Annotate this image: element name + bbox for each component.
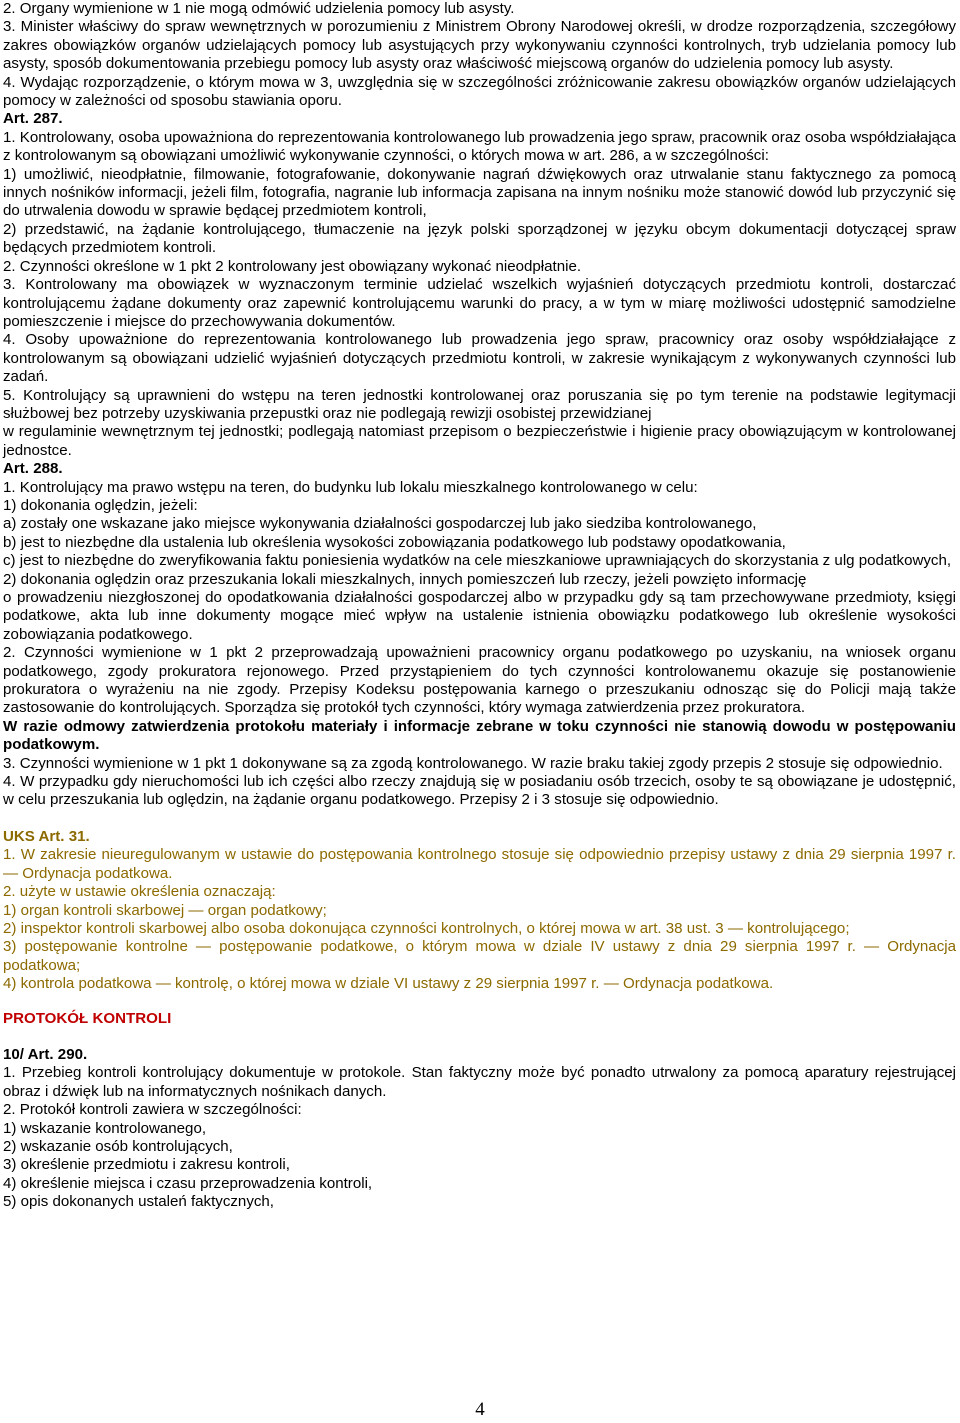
paragraph: 3. Kontrolowany ma obowiązek w wyznaczonym terminie udzielać wszelkich wyjaśnień dotyczących przedmiotu kontroli, dostarczać kontrolującemu żądane dokumenty oraz zapewnić kontrolującemu warunki do pracy, a w tym w miarę możliwości udostępnić samodzielne pomieszczenie i miejsce do przechowywania dokumentów. [3, 276, 956, 330]
uks-paragraph: 1. W zakresie nieuregulowanym w ustawie do postępowania kontrolnego stosuje się odpowiednio przepisy ustawy z dnia 29 sierpnia 1997 r. — Ordynacja podatkowa. [3, 846, 956, 882]
spacer [3, 1028, 956, 1046]
uks-list-item: 4) kontrola podatkowa — kontrolę, o której mowa w dziale VI ustawy z 29 sierpnia 1997 r. — Ordynacja podatkowa. [3, 975, 774, 993]
list-item: b) jest to niezbędne dla ustalenia lub określenia wysokości zobowiązania podatkowego lub podstawy opodatkowania, [3, 533, 786, 551]
paragraph: w regulaminie wewnętrznym tej jednostki; podlegają natomiast przepisom o bezpieczeństwie i higienie pracy obowiązującym w kontrolowanej jednostce. [3, 423, 956, 459]
page-number: 4 [475, 1399, 485, 1420]
list-item: 2) dokonania oględzin oraz przeszukania lokali mieszkalnych, innych pomieszczeń lub rzeczy, jeżeli powzięto informację [3, 570, 807, 588]
uks-paragraph: 2. użyte w ustawie określenia oznaczają: [3, 883, 276, 901]
paragraph: o prowadzeniu niezgłoszonej do opodatkowania działalności gospodarczej albo w przypadku gdy są tam przechowywane przedmioty, księgi podatkowe, akta lub inne dokumenty mogące mieć wpływ na ustalenie istnienia obowiązku podatkowego lub określenie wysokości zobowiązania podatkowego. [3, 589, 956, 643]
paragraph: 3. Czynności wymienione w 1 pkt 1 dokonywane są za zgodą kontrolowanego. W razie braku takiej zgody przepis 2 stosuje się odpowiednio. [3, 754, 943, 772]
bold-paragraph: W razie odmowy zatwierdzenia protokołu materiały i informacje zebrane w toku czynności nie stanowią dowodu w postępowaniu podatkowym. [3, 717, 956, 754]
section-title: PROTOKÓŁ KONTROLI [3, 1009, 172, 1027]
spacer [3, 994, 956, 1010]
uks-list-item: 1) organ kontroli skarbowej — organ podatkowy; [3, 901, 327, 919]
uks-list-item: 3) postępowanie kontrolne — postępowanie podatkowe, o którym mowa w dziale IV ustawy z dnia 29 sierpnia 1997 r. — Ordynacja podatkowa; [3, 938, 956, 974]
list-item: a) zostały one wskazane jako miejsce wykonywania działalności gospodarczej lub jako siedziba kontrolowanego, [3, 515, 757, 533]
paragraph: 3. Minister właściwy do spraw wewnętrznych w porozumieniu z Ministrem Obrony Narodowej określi, w drodze rozporządzenia, szczegółowy zakres obowiązków organów udzielających pomocy lub asystujących przy wykonywaniu czynności kontrolnych, tryb udzielania pomocy lub asysty, sposób dokumentowania przebiegu pomocy lub asysty oraz właściwość miejscową organów do udzielenia pomocy lub asysty. [3, 18, 956, 73]
list-item: 2) wskazanie osób kontrolujących, [3, 1137, 233, 1155]
uks-heading: UKS Art. 31. [3, 827, 90, 845]
paragraph: 2. Organy wymienione w 1 nie mogą odmówić udzielenia pomocy lub asysty. [3, 0, 515, 17]
list-item: 3) określenie przedmiotu i zakresu kontroli, [3, 1156, 290, 1174]
paragraph: 5. Kontrolujący są uprawnieni do wstępu na teren jednostki kontrolowanej oraz poruszania się po tym terenie na podstawie legitymacji służbowej bez potrzeby uzyskiwania przepustki oraz nie podlegają rewizji osobistej przewidzianej [3, 386, 956, 422]
list-item: 4) określenie miejsca i czasu przeprowadzenia kontroli, [3, 1174, 373, 1192]
list-item: 1) dokonania oględzin, jeżeli: [3, 496, 198, 514]
article-heading: 10/ Art. 290. [3, 1045, 88, 1063]
paragraph: 2. Protokół kontroli zawiera w szczególności: [3, 1101, 302, 1119]
list-item: 5) opis dokonanych ustaleń faktycznych, [3, 1193, 275, 1211]
article-heading: Art. 288. [3, 460, 63, 478]
paragraph: 4. Wydając rozporządzenie, o którym mowa w 3, uwzględnia się w szczególności zróżnicowanie zakresu obowiązków organów udzielających pomocy w zależności od sposobu stawiania oporu. [3, 73, 956, 110]
article-heading: Art. 287. [3, 110, 63, 128]
paragraph: 1. Przebieg kontroli kontrolujący dokumentuje w protokole. Stan faktyczny może być ponadto utrwalony za pomocą aparatury rejestrującej obraz i dźwięk lub na informatycznych nośnikach danych. [3, 1064, 956, 1100]
list-item: 1) umożliwić, nieodpłatnie, filmowanie, fotografowanie, dokonywanie nagrań dźwiękowych oraz utrwalanie stanu faktycznego za pomocą innych nośników informacji, jeżeli film, fotografia, nagranie lub informacja zapisana na innym nośniku może stanowić dowód lub przyczynić się do utrwalenia dowodu w sprawie będącej przedmiotem kontroli, [3, 165, 956, 220]
list-item: c) jest to niezbędne do zweryfikowania faktu poniesienia wydatków na cele mieszkaniowe uprawniających do skorzystania z ulg podatkowych, [3, 552, 952, 570]
list-item: 1) wskazanie kontrolowanego, [3, 1119, 207, 1137]
paragraph: 1. Kontrolujący ma prawo wstępu na teren, do budynku lub lokalu mieszkalnego kontrolowanego w celu: [3, 478, 698, 496]
list-item: 2) przedstawić, na żądanie kontrolującego, tłumaczenie na język polski sporządzonej w języku obcym dokumentacji dotyczącej spraw będących przedmiotem kontroli. [3, 220, 956, 257]
uks-list-item: 2) inspektor kontroli skarbowej albo osoba dokonująca czynności kontrolnych, o której mowa w art. 38 ust. 3 — kontrolującego; [3, 919, 850, 937]
paragraph: 1. Kontrolowany, osoba upoważniona do reprezentowania kontrolowanego lub prowadzenia jego spraw, pracownik oraz osoba współdziałająca z kontrolowanym są obowiązani umożliwić wykonywanie czynności, o których mowa w art. 286, a w szczególności: [3, 128, 956, 165]
paragraph: 2. Czynności określone w 1 pkt 2 kontrolowany jest obowiązany wykonać nieodpłatnie. [3, 257, 582, 275]
paragraph: 4. Osoby upoważnione do reprezentowania kontrolowanego lub prowadzenia jego spraw, pracownicy oraz osoby współdziałające z kontrolowanym są obowiązani udzielić wyjaśnień dotyczących przedmiotu kontroli, w zakresie wynikającym z wykonywanych czynności lub zadań. [3, 331, 956, 386]
document-body [3, 0, 956, 1212]
paragraph: 2. Czynności wymienione w 1 pkt 2 przeprowadzają upoważnieni pracownicy organu podatkowego po uzyskaniu, na wniosek organu podatkowego, zgody prokuratora rejonowego. Przed przystąpieniem do tych czynności kontrolowanemu okazuje się postanowienie prokuratora o wyrażeniu na nie zgody. Przepisy Kodeksu postępowania karnego o przeszukaniu odnosząc się do Policji mają także zastosowanie do kontrolujących. Sporządza się protokół tych czynności, który wymaga zatwierdzenia przez prokuratora. [3, 644, 956, 717]
paragraph: 4. W przypadku gdy nieruchomości lub ich części albo rzeczy znajdują się w posiadaniu osób trzecich, osoby te są obowiązane je udostępnić, w celu przeszukania lub oględzin, na żądanie organu podatkowego. Przepisy 2 i 3 stosuje się odpowiednio. [3, 773, 956, 809]
spacer [3, 810, 956, 828]
